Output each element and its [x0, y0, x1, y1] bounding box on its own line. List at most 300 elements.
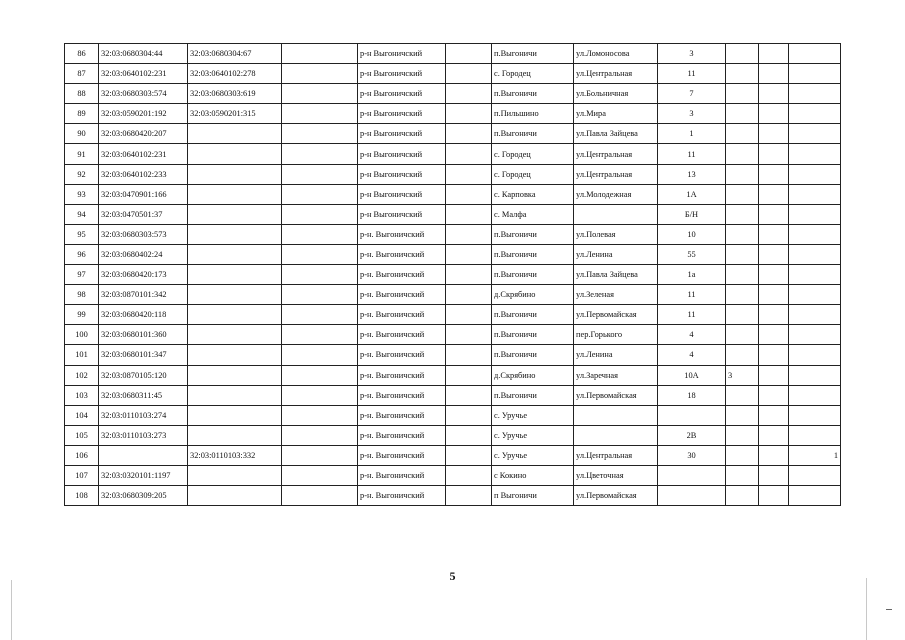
street-cell: ул.Первомайская	[574, 486, 658, 506]
empty-cell	[446, 465, 492, 485]
extra-cell	[726, 84, 759, 104]
cadastral-number-2-cell	[188, 164, 282, 184]
empty-cell	[282, 405, 358, 425]
table-row	[65, 385, 841, 405]
district-cell: р-н. Выгоничский	[358, 325, 446, 345]
table-row	[65, 44, 841, 64]
settlement-cell: с. Городец	[492, 144, 574, 164]
house-number-cell: 7	[658, 84, 726, 104]
margin-dash	[886, 609, 892, 610]
empty-cell	[446, 405, 492, 425]
empty-cell	[446, 486, 492, 506]
row-number-cell: 102	[65, 365, 99, 385]
table-row	[65, 204, 841, 224]
empty-cell	[282, 486, 358, 506]
settlement-cell: п.Пильшино	[492, 104, 574, 124]
house-number-cell: 4	[658, 345, 726, 365]
street-cell: ул.Центральная	[574, 445, 658, 465]
street-cell: ул.Мира	[574, 104, 658, 124]
empty-cell	[282, 445, 358, 465]
table-row	[65, 244, 841, 264]
table-row	[65, 184, 841, 204]
row-number-cell: 92	[65, 164, 99, 184]
row-number-cell: 89	[65, 104, 99, 124]
cadastral-number-cell: 32:03:0680101:360	[99, 325, 188, 345]
cadastral-number-2-cell	[188, 265, 282, 285]
table-row	[65, 104, 841, 124]
extra-value-cell	[789, 345, 841, 365]
district-cell: р-н Выгоничский	[358, 104, 446, 124]
house-number-cell: 11	[658, 144, 726, 164]
cadastral-number-cell: 32:03:0870105:120	[99, 365, 188, 385]
extra-cell	[726, 465, 759, 485]
table-row	[65, 64, 841, 84]
empty-cell	[282, 425, 358, 445]
cadastral-number-2-cell	[188, 465, 282, 485]
settlement-cell: п.Выгоничи	[492, 345, 574, 365]
house-number-cell	[658, 486, 726, 506]
house-number-cell: 2В	[658, 425, 726, 445]
extra-value-cell	[789, 365, 841, 385]
district-cell: р-н. Выгоничский	[358, 486, 446, 506]
district-cell: р-н. Выгоничский	[358, 305, 446, 325]
settlement-cell: с. Уручье	[492, 405, 574, 425]
cadastral-number-2-cell	[188, 124, 282, 144]
cadastral-number-2-cell	[188, 184, 282, 204]
extra-cell	[759, 144, 789, 164]
empty-cell	[446, 44, 492, 64]
settlement-cell: п.Выгоничи	[492, 84, 574, 104]
settlement-cell: д.Скрябино	[492, 285, 574, 305]
street-cell: ул.Павла Зайцева	[574, 124, 658, 144]
registry-table	[64, 43, 841, 506]
empty-cell	[282, 204, 358, 224]
extra-cell	[759, 265, 789, 285]
extra-cell	[726, 265, 759, 285]
house-number-cell: 3	[658, 104, 726, 124]
extra-cell	[726, 486, 759, 506]
street-cell	[574, 405, 658, 425]
table-row	[65, 124, 841, 144]
street-cell: ул.Ленина	[574, 345, 658, 365]
extra-value-cell	[789, 144, 841, 164]
table-row	[65, 486, 841, 506]
cadastral-number-2-cell: 32:03:0680304:67	[188, 44, 282, 64]
district-cell: р-н. Выгоничский	[358, 244, 446, 264]
cadastral-number-2-cell	[188, 345, 282, 365]
empty-cell	[446, 104, 492, 124]
extra-cell	[759, 204, 789, 224]
cadastral-number-cell	[99, 445, 188, 465]
district-cell: р-н Выгоничский	[358, 204, 446, 224]
empty-cell	[446, 285, 492, 305]
cadastral-number-cell: 32:03:0680309:205	[99, 486, 188, 506]
extra-cell	[759, 224, 789, 244]
extra-cell	[726, 184, 759, 204]
cadastral-number-cell: 32:03:0110103:273	[99, 425, 188, 445]
empty-cell	[282, 325, 358, 345]
street-cell: пер.Горького	[574, 325, 658, 345]
margin-line	[866, 578, 867, 640]
street-cell: ул.Первомайская	[574, 385, 658, 405]
row-number-cell: 100	[65, 325, 99, 345]
house-number-cell: 10А	[658, 365, 726, 385]
row-number-cell: 101	[65, 345, 99, 365]
extra-cell	[726, 425, 759, 445]
cadastral-number-cell: 32:03:0470901:166	[99, 184, 188, 204]
settlement-cell: с. Уручье	[492, 445, 574, 465]
empty-cell	[282, 144, 358, 164]
extra-value-cell	[789, 486, 841, 506]
cadastral-number-2-cell	[188, 385, 282, 405]
empty-cell	[282, 244, 358, 264]
house-number-cell: 11	[658, 64, 726, 84]
table-row	[65, 305, 841, 325]
district-cell: р-н Выгоничский	[358, 124, 446, 144]
empty-cell	[282, 124, 358, 144]
row-number-cell: 96	[65, 244, 99, 264]
settlement-cell: с. Уручье	[492, 425, 574, 445]
street-cell	[574, 425, 658, 445]
extra-cell	[726, 345, 759, 365]
district-cell: р-н. Выгоничский	[358, 445, 446, 465]
extra-cell: 3	[726, 365, 759, 385]
settlement-cell: с. Городец	[492, 164, 574, 184]
cadastral-number-2-cell	[188, 365, 282, 385]
extra-cell	[759, 305, 789, 325]
district-cell: р-н. Выгоничский	[358, 385, 446, 405]
house-number-cell: 18	[658, 385, 726, 405]
cadastral-number-cell: 32:03:0680304:44	[99, 44, 188, 64]
extra-value-cell	[789, 465, 841, 485]
district-cell: р-н Выгоничский	[358, 44, 446, 64]
empty-cell	[282, 104, 358, 124]
street-cell: ул.Зеленая	[574, 285, 658, 305]
extra-value-cell	[789, 265, 841, 285]
extra-cell	[759, 345, 789, 365]
house-number-cell: 1а	[658, 265, 726, 285]
empty-cell	[282, 184, 358, 204]
table-row	[65, 445, 841, 465]
cadastral-number-2-cell: 32:03:0110103:332	[188, 445, 282, 465]
extra-cell	[759, 405, 789, 425]
table-body	[65, 44, 841, 506]
extra-cell	[726, 285, 759, 305]
empty-cell	[446, 224, 492, 244]
empty-cell	[446, 84, 492, 104]
extra-cell	[759, 64, 789, 84]
street-cell	[574, 204, 658, 224]
street-cell: ул.Заречная	[574, 365, 658, 385]
empty-cell	[446, 445, 492, 465]
cadastral-number-cell: 32:03:0640102:233	[99, 164, 188, 184]
empty-cell	[446, 365, 492, 385]
extra-cell	[726, 124, 759, 144]
cadastral-number-2-cell	[188, 285, 282, 305]
row-number-cell: 86	[65, 44, 99, 64]
table-row	[65, 425, 841, 445]
cadastral-number-2-cell	[188, 224, 282, 244]
empty-cell	[282, 385, 358, 405]
empty-cell	[282, 365, 358, 385]
district-cell: р-н. Выгоничский	[358, 365, 446, 385]
table-row	[65, 345, 841, 365]
table-row	[65, 84, 841, 104]
empty-cell	[282, 44, 358, 64]
row-number-cell: 97	[65, 265, 99, 285]
cadastral-number-cell: 32:03:0870101:342	[99, 285, 188, 305]
extra-cell	[726, 204, 759, 224]
extra-cell	[726, 144, 759, 164]
empty-cell	[282, 305, 358, 325]
district-cell: р-н Выгоничский	[358, 144, 446, 164]
row-number-cell: 87	[65, 64, 99, 84]
empty-cell	[282, 64, 358, 84]
district-cell: р-н Выгоничский	[358, 84, 446, 104]
margin-line	[11, 580, 12, 640]
row-number-cell: 105	[65, 425, 99, 445]
row-number-cell: 98	[65, 285, 99, 305]
street-cell: ул.Павла Зайцева	[574, 265, 658, 285]
cadastral-number-cell: 32:03:0680101:347	[99, 345, 188, 365]
street-cell: ул.Центральная	[574, 164, 658, 184]
extra-cell	[726, 244, 759, 264]
extra-cell	[759, 124, 789, 144]
settlement-cell: с. Карповка	[492, 184, 574, 204]
street-cell: ул.Ломоносова	[574, 44, 658, 64]
street-cell: ул.Больничная	[574, 84, 658, 104]
district-cell: р-н Выгоничский	[358, 184, 446, 204]
table-row	[65, 325, 841, 345]
district-cell: р-н Выгоничский	[358, 164, 446, 184]
cadastral-number-cell: 32:03:0320101:1197	[99, 465, 188, 485]
row-number-cell: 94	[65, 204, 99, 224]
settlement-cell: п.Выгоничи	[492, 385, 574, 405]
row-number-cell: 103	[65, 385, 99, 405]
extra-cell	[759, 104, 789, 124]
extra-cell	[726, 44, 759, 64]
empty-cell	[446, 124, 492, 144]
empty-cell	[282, 224, 358, 244]
house-number-cell: 11	[658, 285, 726, 305]
row-number-cell: 107	[65, 465, 99, 485]
settlement-cell: п Выгоничи	[492, 486, 574, 506]
settlement-cell: п.Выгоничи	[492, 124, 574, 144]
district-cell: р-н. Выгоничский	[358, 285, 446, 305]
table-row	[65, 265, 841, 285]
extra-cell	[759, 465, 789, 485]
extra-cell	[726, 224, 759, 244]
house-number-cell: 3	[658, 44, 726, 64]
house-number-cell: 4	[658, 325, 726, 345]
extra-value-cell	[789, 325, 841, 345]
extra-cell	[726, 104, 759, 124]
cadastral-number-2-cell	[188, 244, 282, 264]
table-row	[65, 365, 841, 385]
extra-cell	[726, 445, 759, 465]
cadastral-number-2-cell	[188, 305, 282, 325]
extra-cell	[759, 425, 789, 445]
settlement-cell: с. Малфа	[492, 204, 574, 224]
extra-value-cell	[789, 285, 841, 305]
extra-value-cell	[789, 164, 841, 184]
extra-value-cell	[789, 44, 841, 64]
cadastral-number-cell: 32:03:0680420:173	[99, 265, 188, 285]
row-number-cell: 90	[65, 124, 99, 144]
district-cell: р-н. Выгоничский	[358, 224, 446, 244]
extra-cell	[759, 184, 789, 204]
page-number: 5	[449, 569, 456, 583]
empty-cell	[282, 164, 358, 184]
extra-value-cell	[789, 124, 841, 144]
cadastral-number-2-cell: 32:03:0680303:619	[188, 84, 282, 104]
extra-value-cell	[789, 204, 841, 224]
row-number-cell: 99	[65, 305, 99, 325]
house-number-cell: 1А	[658, 184, 726, 204]
street-cell: ул.Центральная	[574, 64, 658, 84]
extra-value-cell	[789, 425, 841, 445]
house-number-cell: 13	[658, 164, 726, 184]
extra-value-cell	[789, 104, 841, 124]
cadastral-number-cell: 32:03:0680420:207	[99, 124, 188, 144]
cadastral-number-cell: 32:03:0640102:231	[99, 64, 188, 84]
row-number-cell: 106	[65, 445, 99, 465]
row-number-cell: 108	[65, 486, 99, 506]
extra-cell	[726, 305, 759, 325]
extra-cell	[759, 365, 789, 385]
cadastral-number-2-cell	[188, 325, 282, 345]
row-number-cell: 95	[65, 224, 99, 244]
extra-value-cell	[789, 224, 841, 244]
empty-cell	[282, 265, 358, 285]
empty-cell	[446, 244, 492, 264]
extra-value-cell	[789, 84, 841, 104]
empty-cell	[446, 325, 492, 345]
district-cell: р-н. Выгоничский	[358, 425, 446, 445]
row-number-cell: 88	[65, 84, 99, 104]
empty-cell	[446, 204, 492, 224]
table-row	[65, 144, 841, 164]
extra-value-cell	[789, 184, 841, 204]
extra-cell	[726, 164, 759, 184]
empty-cell	[446, 425, 492, 445]
settlement-cell: с. Городец	[492, 64, 574, 84]
cadastral-number-cell: 32:03:0470501:37	[99, 204, 188, 224]
street-cell: ул.Ленина	[574, 244, 658, 264]
cadastral-number-2-cell	[188, 425, 282, 445]
cadastral-number-2-cell: 32:03:0640102:278	[188, 64, 282, 84]
row-number-cell: 93	[65, 184, 99, 204]
empty-cell	[446, 144, 492, 164]
cadastral-number-cell: 32:03:0680303:573	[99, 224, 188, 244]
empty-cell	[446, 305, 492, 325]
empty-cell	[282, 465, 358, 485]
empty-cell	[446, 184, 492, 204]
extra-cell	[759, 325, 789, 345]
row-number-cell: 91	[65, 144, 99, 164]
empty-cell	[446, 164, 492, 184]
table-row	[65, 405, 841, 425]
cadastral-number-cell: 32:03:0640102:231	[99, 144, 188, 164]
settlement-cell: п.Выгоничи	[492, 224, 574, 244]
street-cell: ул.Цветочная	[574, 465, 658, 485]
extra-value-cell	[789, 64, 841, 84]
extra-value-cell	[789, 385, 841, 405]
cadastral-number-2-cell: 32:03:0590201:315	[188, 104, 282, 124]
settlement-cell: п.Выгоничи	[492, 44, 574, 64]
house-number-cell: Б/Н	[658, 204, 726, 224]
settlement-cell: с Кокино	[492, 465, 574, 485]
extra-cell	[759, 385, 789, 405]
extra-value-cell	[789, 305, 841, 325]
cadastral-number-cell: 32:03:0680402:24	[99, 244, 188, 264]
extra-cell	[759, 285, 789, 305]
district-cell: р-н. Выгоничский	[358, 405, 446, 425]
street-cell: ул.Первомайская	[574, 305, 658, 325]
house-number-cell: 11	[658, 305, 726, 325]
district-cell: р-н. Выгоничский	[358, 465, 446, 485]
table-row	[65, 285, 841, 305]
cadastral-number-2-cell	[188, 486, 282, 506]
extra-value-cell	[789, 405, 841, 425]
empty-cell	[282, 345, 358, 365]
row-number-cell: 104	[65, 405, 99, 425]
settlement-cell: п.Выгоничи	[492, 305, 574, 325]
cadastral-number-2-cell	[188, 405, 282, 425]
settlement-cell: п.Выгоничи	[492, 325, 574, 345]
district-cell: р-н Выгоничский	[358, 64, 446, 84]
cadastral-number-cell: 32:03:0590201:192	[99, 104, 188, 124]
extra-cell	[759, 84, 789, 104]
street-cell: ул.Центральная	[574, 144, 658, 164]
empty-cell	[446, 64, 492, 84]
extra-value-cell: 1	[789, 445, 841, 465]
house-number-cell	[658, 405, 726, 425]
house-number-cell: 10	[658, 224, 726, 244]
extra-cell	[759, 164, 789, 184]
empty-cell	[446, 345, 492, 365]
cadastral-number-cell: 32:03:0680303:574	[99, 84, 188, 104]
settlement-cell: д.Скрябино	[492, 365, 574, 385]
extra-cell	[726, 325, 759, 345]
extra-cell	[726, 405, 759, 425]
district-cell: р-н. Выгоничский	[358, 345, 446, 365]
cadastral-number-cell: 32:03:0680420:118	[99, 305, 188, 325]
district-cell: р-н. Выгоничский	[358, 265, 446, 285]
table-row	[65, 224, 841, 244]
empty-cell	[446, 265, 492, 285]
house-number-cell: 30	[658, 445, 726, 465]
house-number-cell	[658, 465, 726, 485]
settlement-cell: п.Выгоничи	[492, 244, 574, 264]
extra-value-cell	[789, 244, 841, 264]
extra-cell	[726, 64, 759, 84]
empty-cell	[446, 385, 492, 405]
cadastral-number-cell: 32:03:0680311:45	[99, 385, 188, 405]
extra-cell	[759, 486, 789, 506]
street-cell: ул.Молодежная	[574, 184, 658, 204]
extra-cell	[759, 44, 789, 64]
house-number-cell: 1	[658, 124, 726, 144]
settlement-cell: п.Выгоничи	[492, 265, 574, 285]
cadastral-number-cell: 32:03:0110103:274	[99, 405, 188, 425]
empty-cell	[282, 285, 358, 305]
extra-cell	[759, 244, 789, 264]
street-cell: ул.Полевая	[574, 224, 658, 244]
extra-cell	[726, 385, 759, 405]
table-row	[65, 164, 841, 184]
extra-cell	[759, 445, 789, 465]
